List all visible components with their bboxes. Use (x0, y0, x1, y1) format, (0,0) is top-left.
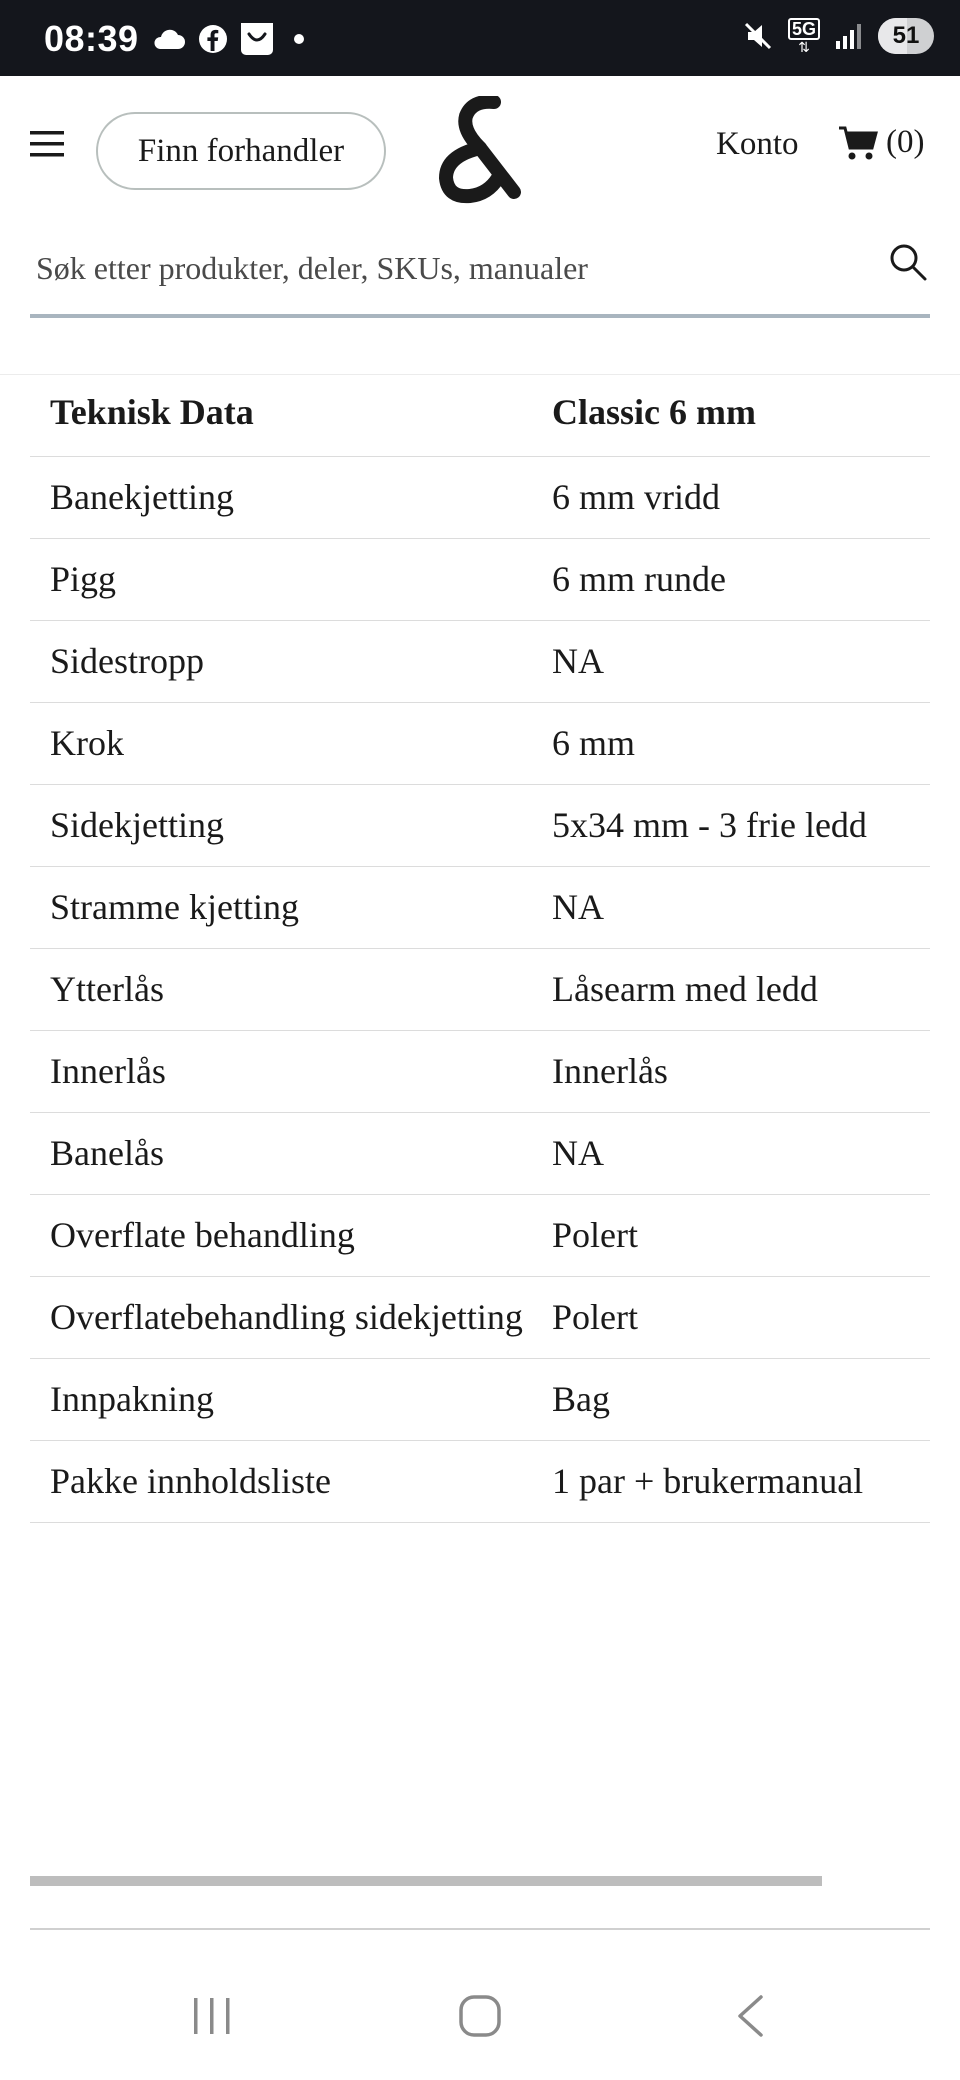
bottom-divider (30, 1928, 930, 1930)
table-row (30, 457, 930, 539)
spec-value: 6 mm (552, 723, 636, 763)
search-icon[interactable] (888, 242, 928, 282)
facebook-icon (198, 24, 228, 54)
shopping-bag-icon (240, 22, 274, 56)
account-link[interactable]: Konto (716, 126, 799, 162)
spec-label: Krok (50, 723, 124, 763)
scrollbar-thumb[interactable] (30, 1876, 822, 1886)
spec-label: Stramme kjetting (50, 887, 299, 927)
cart-icon (838, 125, 878, 161)
spec-value: 1 par + brukermanual (552, 1461, 864, 1501)
spec-label: Sidekjetting (50, 805, 224, 845)
column-header: Teknisk Data (50, 392, 254, 432)
status-right-icons (742, 18, 934, 54)
table-row (30, 1113, 930, 1195)
spec-value: NA (552, 1133, 604, 1173)
spec-value: NA (552, 887, 604, 927)
signal-icon (834, 21, 864, 51)
spec-label: Banekjetting (50, 477, 234, 517)
spec-value: 6 mm vridd (552, 477, 720, 517)
system-nav-bar (0, 1960, 960, 2080)
battery-indicator (878, 18, 934, 54)
back-button[interactable] (710, 1986, 790, 2046)
notification-dot-icon (286, 26, 312, 52)
status-time: 08:39 (44, 18, 139, 59)
column-header: Classic 6 mm (552, 392, 756, 432)
cart-count: (0) (886, 124, 925, 160)
home-icon (458, 1994, 502, 2038)
spec-label: Innpakning (50, 1379, 214, 1419)
spec-value: Bag (552, 1379, 610, 1419)
battery-level: 51 (892, 22, 920, 49)
recent-apps-button[interactable] (172, 1986, 252, 2046)
spec-label: Innerlås (50, 1051, 166, 1091)
cloud-icon (152, 27, 186, 51)
table-row (30, 949, 930, 1031)
spec-value: Innerlås (552, 1051, 668, 1091)
horizontal-scrollbar[interactable] (30, 1876, 930, 1886)
spec-value: Polert (552, 1297, 638, 1337)
search-bar (30, 228, 930, 318)
spec-label: Sidestropp (50, 641, 205, 681)
table-row (30, 1359, 930, 1441)
mute-icon (742, 20, 774, 52)
spec-label: Banelås (50, 1133, 164, 1173)
ampersand-logo-icon[interactable] (436, 96, 526, 208)
spec-label: Ytterlås (50, 969, 164, 1009)
table-row (30, 539, 930, 621)
spec-value: 6 mm runde (552, 559, 726, 599)
back-icon (735, 1994, 765, 2038)
status-left-icons (152, 22, 312, 56)
site-header (0, 76, 960, 224)
technical-data-table (30, 374, 930, 1523)
table-row (30, 621, 930, 703)
network-label: 5G (788, 18, 820, 40)
spec-value: 5x34 mm - 3 frie ledd (552, 805, 867, 845)
table-row (30, 1441, 930, 1523)
recent-apps-icon (190, 1996, 234, 2036)
find-dealer-button[interactable]: Finn forhandler (96, 112, 386, 190)
table-body (30, 457, 930, 1523)
table-row (30, 867, 930, 949)
table-row (30, 785, 930, 867)
spec-label: Overflatebehandling sidekjetting (50, 1297, 523, 1337)
table-row (30, 703, 930, 785)
spec-value: Polert (552, 1215, 638, 1255)
hamburger-menu-icon[interactable] (30, 130, 64, 158)
status-bar (0, 0, 960, 76)
cart-button[interactable] (838, 124, 924, 161)
table-row (30, 1195, 930, 1277)
home-button[interactable] (440, 1986, 520, 2046)
table-header-row (30, 374, 930, 457)
5g-icon: 5G ⇅ (788, 18, 820, 54)
spec-label: Pigg (50, 559, 117, 599)
table-row (30, 1277, 930, 1359)
search-input[interactable] (30, 238, 850, 298)
spec-value: Låsearm med ledd (552, 969, 818, 1009)
spec-label: Overflate behandling (50, 1215, 355, 1255)
spec-label: Pakke innholdsliste (50, 1461, 331, 1501)
spec-value: NA (552, 641, 604, 681)
table-row (30, 1031, 930, 1113)
